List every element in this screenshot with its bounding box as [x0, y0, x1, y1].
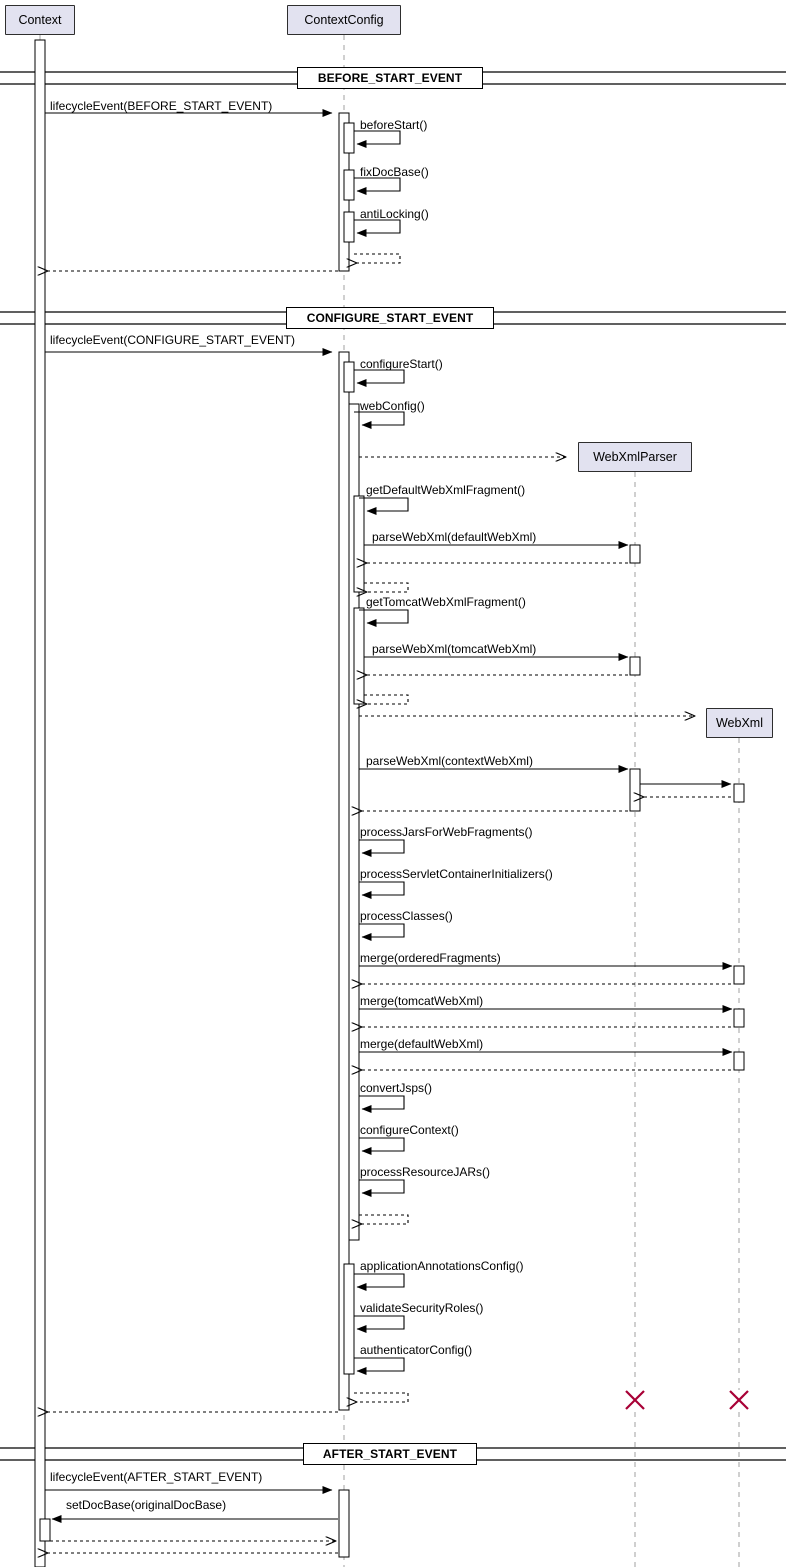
message-text: setDocBase(originalDocBase): [66, 1498, 227, 1512]
message-label-processclasses: [360, 910, 453, 922]
participant-label: WebXmlParser: [593, 449, 677, 464]
message-text: processServletContainerInitializers(): [360, 867, 553, 881]
destroy-marker: [626, 1391, 748, 1409]
message-label-parsewebxml-tomcatwebxml: [372, 643, 536, 655]
message-label-processresourcejars: [360, 1166, 490, 1178]
message-label-merge-tomcatwebxml: [360, 995, 483, 1007]
message-text: merge(defaultWebXml): [360, 1037, 484, 1051]
divider-label-text: CONFIGURE_START_EVENT: [306, 311, 474, 325]
message-label-gettomcatwebxmlfragment: [366, 596, 526, 608]
message-text: parseWebXml(defaultWebXml): [372, 530, 537, 544]
divider-label-text: BEFORE_START_EVENT: [317, 71, 463, 85]
message-text: lifecycleEvent(BEFORE_START_EVENT): [50, 99, 273, 113]
message-label-configurecontext: [360, 1124, 459, 1136]
message-text: processJarsForWebFragments(): [360, 825, 533, 839]
message-label-parsewebxml-contextwebxml: [366, 755, 533, 767]
message-label-applicationannotationsconfig: [360, 1260, 523, 1272]
message-text: authenticatorConfig(): [360, 1343, 473, 1357]
message-text: getTomcatWebXmlFragment(): [366, 595, 526, 609]
message-text: configureContext(): [360, 1123, 459, 1137]
message-text: parseWebXml(tomcatWebXml): [372, 642, 537, 656]
message-label-merge-orderedfragments: [360, 952, 501, 964]
participant-label: Context: [18, 12, 62, 27]
message-label-configurestart: [360, 358, 443, 370]
divider-after-start-event: [303, 1443, 477, 1465]
message-text: configureStart(): [360, 357, 443, 371]
message-label-parsewebxml-defaultwebxml: [372, 531, 536, 543]
message-label-merge-defaultwebxml: [360, 1038, 483, 1050]
participant-contextconfig[interactable]: [287, 5, 401, 35]
message-text: merge(orderedFragments): [360, 951, 501, 965]
participant-webxml[interactable]: [706, 708, 773, 738]
message-label-webconfig: [360, 400, 425, 412]
message-label-processservletcontainerinitializers: [360, 868, 553, 880]
message-label-validatesecurityroles: [360, 1302, 483, 1314]
divider-label-text: AFTER_START_EVENT: [322, 1447, 458, 1461]
message-label-setdocbase: [66, 1499, 226, 1511]
message-label-beforestart: [360, 119, 427, 131]
participant-label: WebXml: [715, 715, 763, 730]
message-text: webConfig(): [360, 399, 425, 413]
message-text: convertJsps(): [360, 1081, 433, 1095]
divider-before-start-event: [297, 67, 483, 89]
message-text: lifecycleEvent(AFTER_START_EVENT): [50, 1470, 263, 1484]
message-text: merge(tomcatWebXml): [360, 994, 484, 1008]
message-text: beforeStart(): [360, 118, 428, 132]
message-label-getdefaultwebxmlfragment: [366, 484, 525, 496]
message-label-processjarsforwebfragments: [360, 826, 533, 838]
message-text: processClasses(): [360, 909, 453, 923]
divider-configure-start-event: [286, 307, 494, 329]
message-text: applicationAnnotationsConfig(): [360, 1259, 524, 1273]
message-label-antilocking: [360, 208, 429, 220]
message-label-fixdocbase: [360, 166, 429, 178]
message-text: lifecycleEvent(CONFIGURE_START_EVENT): [50, 333, 295, 347]
participant-context[interactable]: [5, 5, 75, 35]
message-text: antiLocking(): [360, 207, 429, 221]
message-label-lifecycleevent-configure-start: [50, 334, 295, 346]
message-text: parseWebXml(contextWebXml): [366, 754, 533, 768]
message-label-lifecycleevent-after-start: [50, 1471, 262, 1483]
message-label-authenticatorconfig: [360, 1344, 472, 1356]
message-text: fixDocBase(): [360, 165, 429, 179]
message-label-lifecycleevent-before-start: [50, 100, 272, 112]
message-text: getDefaultWebXmlFragment(): [366, 483, 526, 497]
participant-webxmlparser[interactable]: [578, 442, 692, 472]
message-text: validateSecurityRoles(): [360, 1301, 484, 1315]
message-text: processResourceJARs(): [360, 1165, 491, 1179]
message-label-convertjsps: [360, 1082, 432, 1094]
participant-label: ContextConfig: [304, 12, 384, 27]
